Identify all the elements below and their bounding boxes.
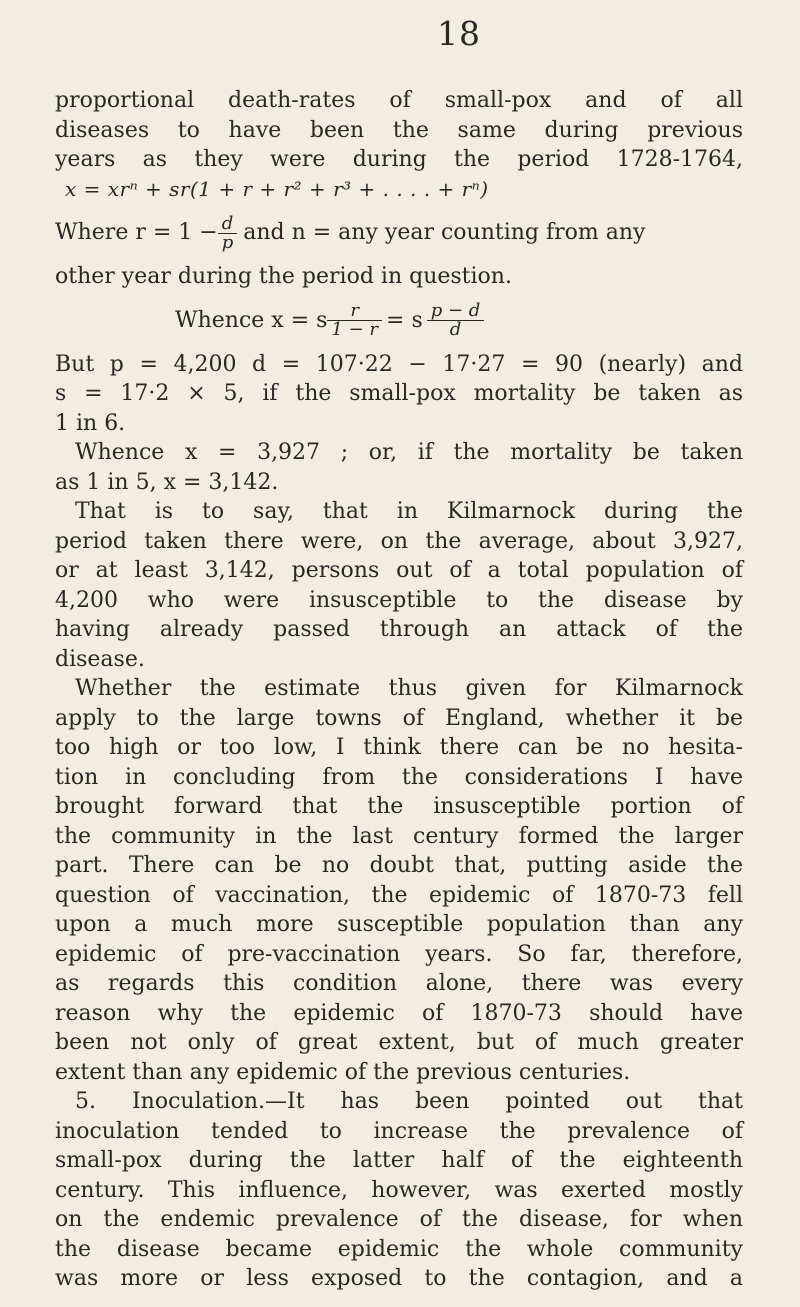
text-line: reason why the epidemic of 1870-73 should have [55,1000,743,1026]
fraction-denominator: d [449,319,462,340]
fraction-d-over-p [218,212,238,253]
text-line: epidemic of pre-vaccination years. So far, therefore, [55,941,743,967]
text-line: brought forward that the insusceptible portion of [55,794,743,819]
text-line: as 1 in 5, x = 3,142. [55,469,279,495]
where-line [55,204,743,262]
text-line: on the endemic prevalence of the disease, for when [55,1207,743,1232]
text-line: upon a much more susceptible population than any [55,912,743,937]
fraction-numerator: r [327,302,382,321]
fraction-numerator: d [218,215,238,234]
text-line: That is to say, that in Kilmarnock during the [75,499,743,524]
text-line: as regards this condition alone, there was every [55,971,743,996]
text-line: having already passed through an attack of the [55,617,743,642]
text-line: period taken there were, on the average, about 3,927, [55,528,743,554]
text-line: disease. [55,646,145,672]
text-line: other year during the period in question. [55,264,512,289]
page-number: 18 [437,14,481,53]
fraction-p-minus-d-over-d [427,302,485,339]
body-text [55,86,743,1294]
text-line: 4,200 who were insusceptible to the disease by [55,587,743,613]
text-line: too high or too low, I think there can be no hesita- [55,735,743,760]
fraction-denominator: p [221,231,234,253]
text-line: century. This influence, however, was exerted mostly [55,1177,743,1203]
text-line: But p = 4,200 d = 107·22 − 17·27 = 90 (nearly) and [55,351,743,377]
text-line: been not only of great extent, but of much greater [55,1030,743,1055]
where-text-b: and n = any year counting from any [243,220,646,246]
text-line: small-pox during the latter half of the eighteenth [55,1148,743,1173]
text-line: Whence x = 3,927 ; or, if the mortality be taken [75,440,743,465]
text-line: question of vaccination, the epidemic of 1870-73 fell [55,882,743,908]
formula-series: x = xrⁿ + sr(1 + r + r² + r³ + . . . . + rⁿ) [65,176,489,201]
whence-text: Whence x = s [175,307,328,333]
fraction-r-over-1-minus-r [327,302,382,339]
text-line: the disease became epidemic the whole community [55,1236,743,1262]
text-line: or at least 3,142, persons out of a total population of [55,558,743,583]
text-line: 1 in 6. [55,410,126,436]
text-line: s = 17·2 × 5, if the small-pox mortality be taken as [55,381,743,406]
fraction-numerator: p − d [427,302,485,321]
text-line: the community in the last century formed the larger [55,823,743,849]
text-line: part. There can be no doubt that, putting aside the [55,853,743,878]
where-text-a: Where r = 1 − [55,220,218,246]
text-line: proportional death-rates of small-pox and of all [55,88,743,113]
text-line: was more or less exposed to the contagion, and a [55,1266,743,1291]
whence-formula [55,292,743,350]
text-line: tion in concluding from the considerations I have [55,764,743,790]
text-line: years as they were during the period 1728-1764, [55,147,743,172]
whence-equals: = s [386,307,423,333]
text-line: Whether the estimate thus given for Kilmarnock [75,676,743,701]
text-line: extent than any epidemic of the previous centuries. [55,1059,631,1085]
fraction-denominator: 1 − r [331,319,379,340]
text-line: apply to the large towns of England, whether it be [55,705,743,731]
text-line: inoculation tended to increase the prevalence of [55,1118,743,1144]
text-line: diseases to have been the same during previous [55,117,743,143]
text-line: 5. Inoculation.—It has been pointed out that [75,1089,743,1114]
